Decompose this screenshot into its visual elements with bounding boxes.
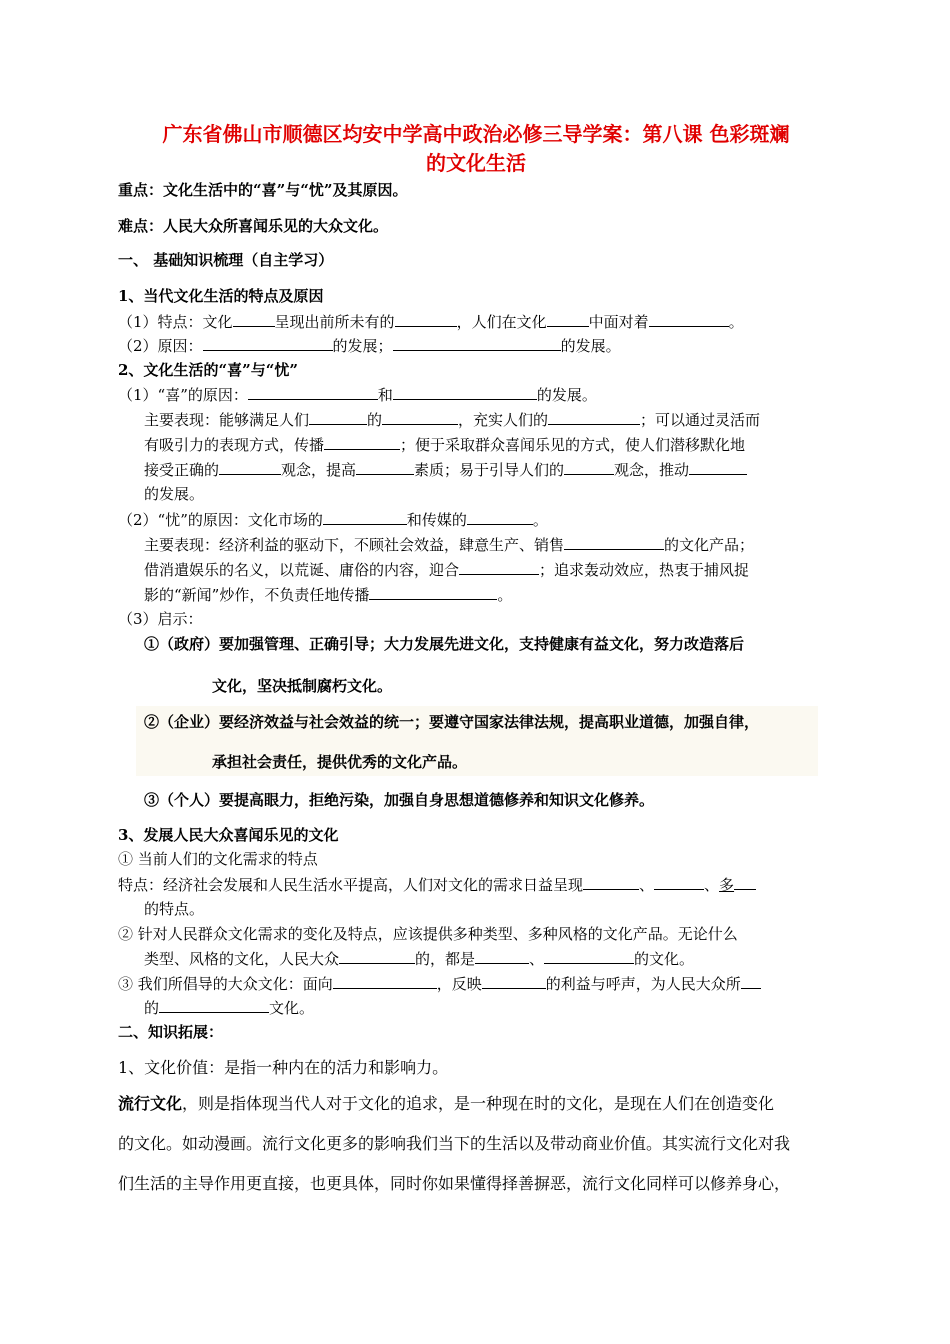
blank: [649, 311, 729, 327]
blank: [309, 409, 367, 425]
mass-culture-line-1: ③ 我们所倡导的大众文化：面向 ，反映 的利益与呼声，为人民大众所: [118, 973, 761, 994]
blank: [547, 311, 589, 327]
blank: [741, 973, 761, 989]
blank: [333, 973, 437, 989]
insight-government-1: ①（政府）要加强管理、正确引导；大力发展先进文化，支持健康有益文化，努力改造落后: [144, 635, 745, 653]
culture-value-line: 1、文化价值：是指一种内在的活力和影响力。: [118, 1058, 449, 1077]
blank: [564, 534, 664, 550]
blank: [583, 874, 639, 890]
blank: [564, 459, 614, 475]
you-manifest-line-2: 借消遣娱乐的名义，以荒诞、庸俗的内容，迎合 ；追求轰动效应，热衷于捕风捉: [144, 561, 750, 579]
xi-manifest-line-3: 接受正确的 观念，提高 素质；易于引导人们的 观念，推动: [144, 459, 747, 480]
xi-reason-line: （1）“喜”的原因： 和 的发展。: [118, 386, 597, 404]
blank: [159, 997, 269, 1013]
blank: [548, 409, 640, 425]
reasons-line: （2）原因： 的发展； 的发展。: [118, 337, 621, 355]
difficulty-point: 难点：人民大众所喜闻乐见的大众文化。: [118, 217, 389, 235]
blank: [339, 948, 415, 964]
section-2-heading: 二、知识拓展：: [118, 1023, 224, 1041]
blank: [459, 559, 539, 575]
insight-enterprise-2: 承担社会责任，提供优秀的文化产品。: [212, 753, 468, 771]
blank: [544, 948, 634, 964]
blank: [219, 459, 281, 475]
culture-needs-heading: ① 当前人们的文化需求的特点: [118, 850, 318, 868]
blank: [654, 874, 704, 890]
provide-products-line-1: ② 针对人民群众文化需求的变化及特点，应该提供多种类型、多种风格的文化产品。无论什么: [118, 925, 738, 943]
subsection-2-heading: 2、文化生活的“喜”与“忧”: [118, 361, 298, 379]
blank: [323, 509, 407, 525]
blank: [393, 384, 537, 400]
insight-individual: ③（个人）要提高眼力，拒绝污染，加强自身思想道德修养和知识文化修养。: [144, 791, 655, 809]
insight-government-2: 文化，坚决抵制腐朽文化。: [212, 677, 393, 695]
insight-enterprise-1: ②（企业）要经济效益与社会效益的统一；要遵守国家法律法规，提高职业道德，加强自律，: [144, 713, 760, 731]
blank: [482, 973, 546, 989]
features-line: （1）特点：文化 呈现出前所未有的 ，人们在文化 中面对着 。: [118, 313, 744, 331]
features-needs-line-1: 特点：经济社会发展和人民生活水平提高，人们对文化的需求日益呈现 、 、多: [118, 874, 756, 895]
pop-culture-line-2: 的文化。如动漫画。流行文化更多的影响我们当下的生活以及带动商业价值。其实流行文化对我: [118, 1134, 791, 1153]
xi-manifest-line-1: 主要表现：能够满足人们 的 ，充实人们的 ；可以通过灵活而: [144, 411, 761, 429]
blank: [324, 434, 400, 450]
you-manifest-line-3: 影的“新闻”炒作，不负责任地传播 。: [144, 586, 513, 604]
blank: [356, 459, 414, 475]
blank: [467, 509, 533, 525]
subsection-3-heading: 3、发展人民大众喜闻乐见的文化: [118, 826, 339, 844]
blank: [369, 584, 497, 600]
document-title: [118, 120, 834, 178]
xi-manifest-line-4: 的发展。: [144, 485, 205, 503]
blank: [395, 311, 457, 327]
pop-culture-line-3: 们生活的主导作用更直接，也更具体，同时你如果懂得择善摒恶，流行文化同样可以修养身心，: [118, 1174, 791, 1193]
blank: [248, 384, 378, 400]
xi-manifest-line-2: 有吸引力的表现方式，传播 ；便于采取群众喜闻乐见的方式，使人们潜移默化地: [144, 436, 746, 454]
title-line-2: 的文化生活: [426, 151, 526, 175]
insight-heading: （3）启示：: [118, 610, 203, 628]
blank: [689, 459, 747, 475]
blank: [382, 409, 458, 425]
subsection-1-heading: 1、当代文化生活的特点及原因: [118, 287, 324, 305]
blank: [475, 948, 529, 964]
provide-products-line-2: 类型、风格的文化，人民大众 的，都是 、 的文化。: [144, 950, 695, 968]
features-needs-line-2: 的特点。: [144, 900, 205, 918]
you-manifest-line-1: 主要表现：经济利益的驱动下，不顾社会效益，肆意生产、销售 的文化产品；: [144, 536, 755, 554]
blank: [233, 311, 275, 327]
blank: [393, 335, 561, 351]
blank: [203, 335, 333, 351]
section-1-heading: 一、 基础知识梳理（自主学习）: [118, 251, 334, 269]
pop-culture-line-1: 流行文化，则是指体现当代人对于文化的追求，是一种现在时的文化，是现在人们在创造变化: [118, 1094, 775, 1113]
blank: [734, 874, 756, 890]
you-reason-line: （2）“忧”的原因：文化市场的 和传媒的 。: [118, 511, 548, 529]
mass-culture-line-2: 的 文化。: [144, 999, 315, 1017]
key-point: 重点：文化生活中的“喜”与“忧”及其原因。: [118, 181, 408, 199]
title-line-1: 广东省佛山市顺德区均安中学高中政治必修三导学案：第八课 色彩斑斓: [162, 122, 790, 146]
